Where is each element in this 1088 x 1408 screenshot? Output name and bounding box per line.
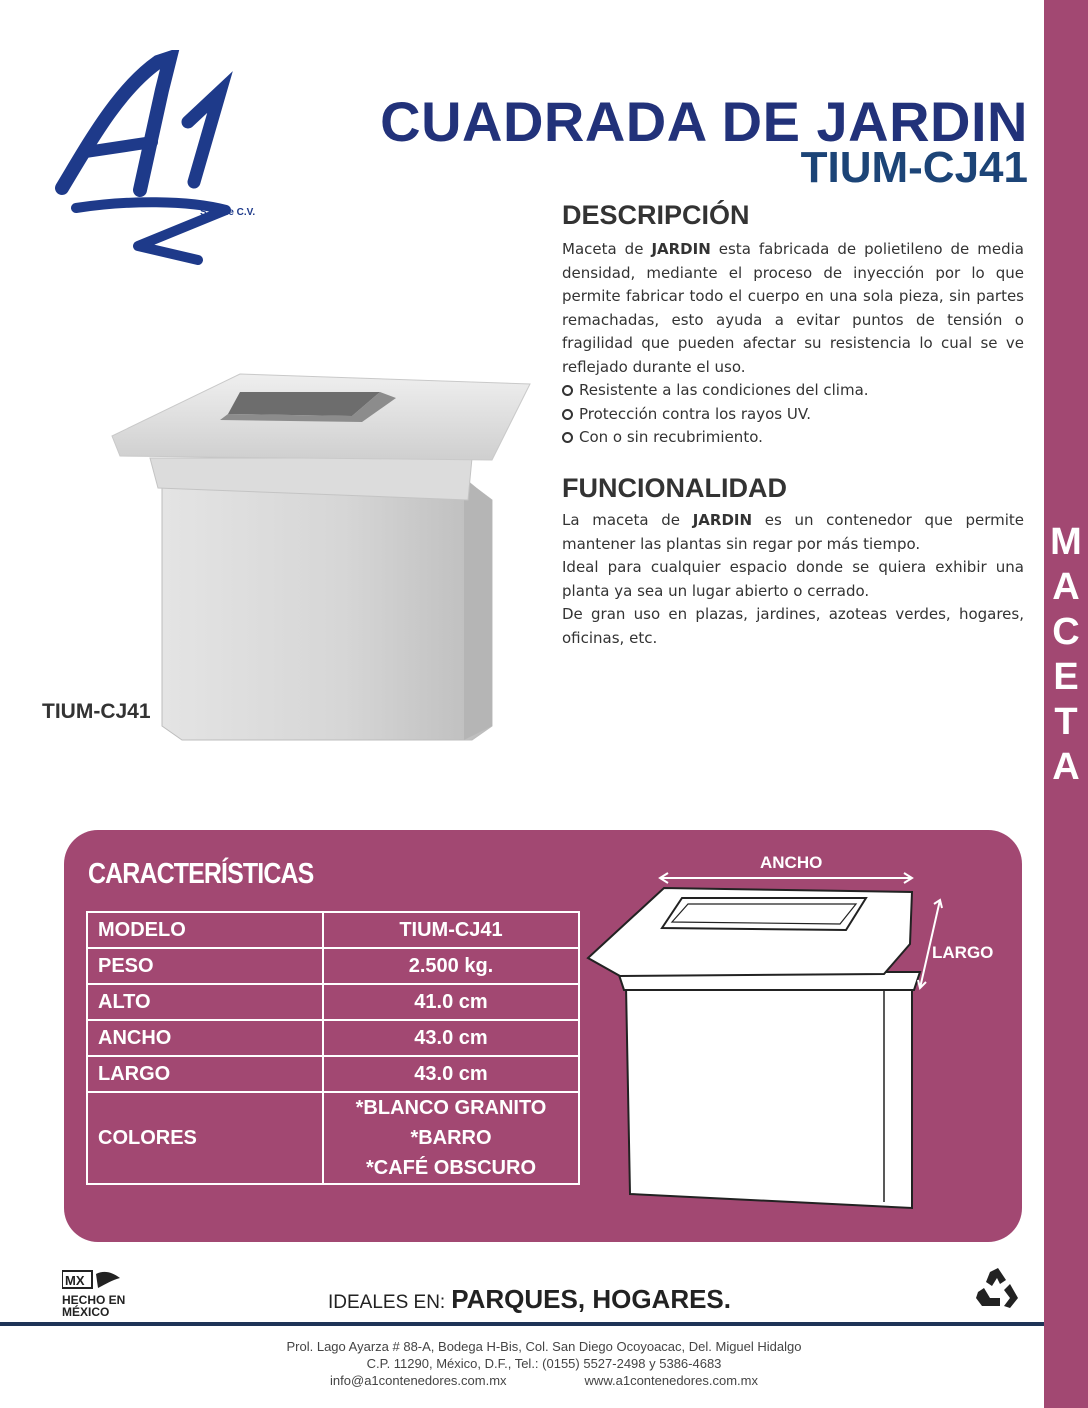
ideales-value: PARQUES, HOGARES. [451,1284,731,1314]
product-image-label: TIUM-CJ41 [42,700,151,723]
logo-text: A1 [48,50,50,51]
side-bar [1044,0,1088,1408]
descripcion-bullets [562,379,869,450]
footer-rule [0,1322,1044,1326]
page-title: CUADRADA DE JARDIN [380,90,1028,153]
table-row [87,948,579,984]
ancho-label: ANCHO [760,853,823,872]
side-letter: E [1053,656,1079,698]
funcionalidad-p2: Ideal para cualquier espacio donde se quiera exhibir una planta ya sea un lugar abierto o cerrado. [562,558,1024,600]
spec-value: TIUM-CJ41 [323,912,579,948]
bullet-text: Resistente a las condiciones del clima. [579,381,869,399]
planter-product-image [100,360,540,770]
descripcion-heading: DESCRIPCIÓN [562,200,750,230]
color-option: *BARRO [410,1127,492,1149]
side-letter: A [1052,746,1080,788]
side-letter: C [1052,611,1080,653]
table-row [87,1056,579,1092]
spec-value: 43.0 cm [323,1020,579,1056]
table-row [87,912,579,948]
spec-key: LARGO [87,1056,323,1092]
descripcion-intro-bold: JARDIN [651,240,711,258]
table-row [87,1020,579,1056]
largo-label: LARGO [932,943,994,962]
descripcion-intro-before: Maceta de [562,240,652,258]
model-code-title: TIUM-CJ41 [800,143,1028,192]
list-item [562,403,869,427]
color-option: *BLANCO GRANITO [355,1097,547,1119]
spec-key: ANCHO [87,1020,323,1056]
list-item [562,379,869,403]
bullet-icon [562,409,573,420]
footer-website[interactable]: www.a1contenedores.com.mx [584,1373,758,1388]
spec-value-colores [323,1092,579,1184]
spec-table [86,911,580,1185]
spec-key: COLORES [87,1092,323,1184]
table-row [87,984,579,1020]
bullet-icon [562,432,573,443]
caracteristicas-heading: CARACTERÍSTICAS [88,858,314,890]
a1-logo [48,50,258,270]
spec-value: 41.0 cm [323,984,579,1020]
mx-badge-text: MX [65,1273,85,1288]
hecho-en-line1: HECHO EN [62,1293,126,1307]
ideales-label: IDEALES EN: [328,1292,446,1313]
spec-key: MODELO [87,912,323,948]
descripcion-intro-after: esta fabricada de polietileno de media densidad, mediante el proceso de inyección por lo que permite fabricar todo el cuerpo en una sola pieza, sin partes remachadas, esto ayuda a evitar puntos de tensión o fragilidad que pueden afectar su resistencia lo cual se ve reflejado durante el uso. [562,240,1024,376]
table-row [87,1092,579,1184]
side-letter: A [1052,566,1080,608]
side-bar-letters [1044,520,1088,790]
footer-address-2: C.P. 11290, México, D.F., Tel.: (0155) 5527-2498 y 5386-4683 [366,1356,722,1371]
funcionalidad-p1-after: es un contenedor que permite mantener las plantas sin regar por más tiempo. [562,511,1024,553]
bullet-icon [562,385,573,396]
footer-contact [0,1372,1088,1389]
spec-value: 2.500 kg. [323,948,579,984]
funcionalidad-heading: FUNCIONALIDAD [562,473,787,503]
mx-flag-icon [62,1270,124,1290]
bullet-text: Protección contra los rayos UV. [579,404,811,423]
spec-value: 43.0 cm [323,1056,579,1092]
footer-email[interactable]: info@a1contenedores.com.mx [330,1373,507,1388]
footer [0,1338,1088,1389]
list-item [562,426,869,450]
ideales-en [328,1284,731,1315]
bullet-text: Con o sin recubrimiento. [579,428,763,446]
footer-address-1: Prol. Lago Ayarza # 88-A, Bodega H-Bis, Col. San Diego Ocoyoacac, Del. Miguel Hidalgo [286,1339,802,1354]
funcionalidad-p1-before: La maceta de [562,511,693,529]
spec-key: ALTO [87,984,323,1020]
hecho-en-mexico-badge [62,1270,132,1318]
funcionalidad-p3: De gran uso en plazas, jardines, azoteas verdes, hogares, oficinas, etc. [562,605,1024,647]
descripcion-text [562,238,1024,379]
spec-key: PESO [87,948,323,984]
hecho-en-line2: MÉXICO [62,1305,110,1319]
caracteristicas-panel [64,830,1022,1242]
funcionalidad-p1-bold: JARDIN [692,511,753,529]
recycle-icon [970,1266,1026,1316]
dimension-diagram [584,848,1014,1228]
side-letter: T [1054,701,1078,743]
side-letter: M [1050,521,1082,563]
company-suffix: S.A. de C.V. [200,207,256,218]
funcionalidad-p1 [562,509,1024,556]
color-option: *CAFÉ OBSCURO [365,1157,536,1179]
